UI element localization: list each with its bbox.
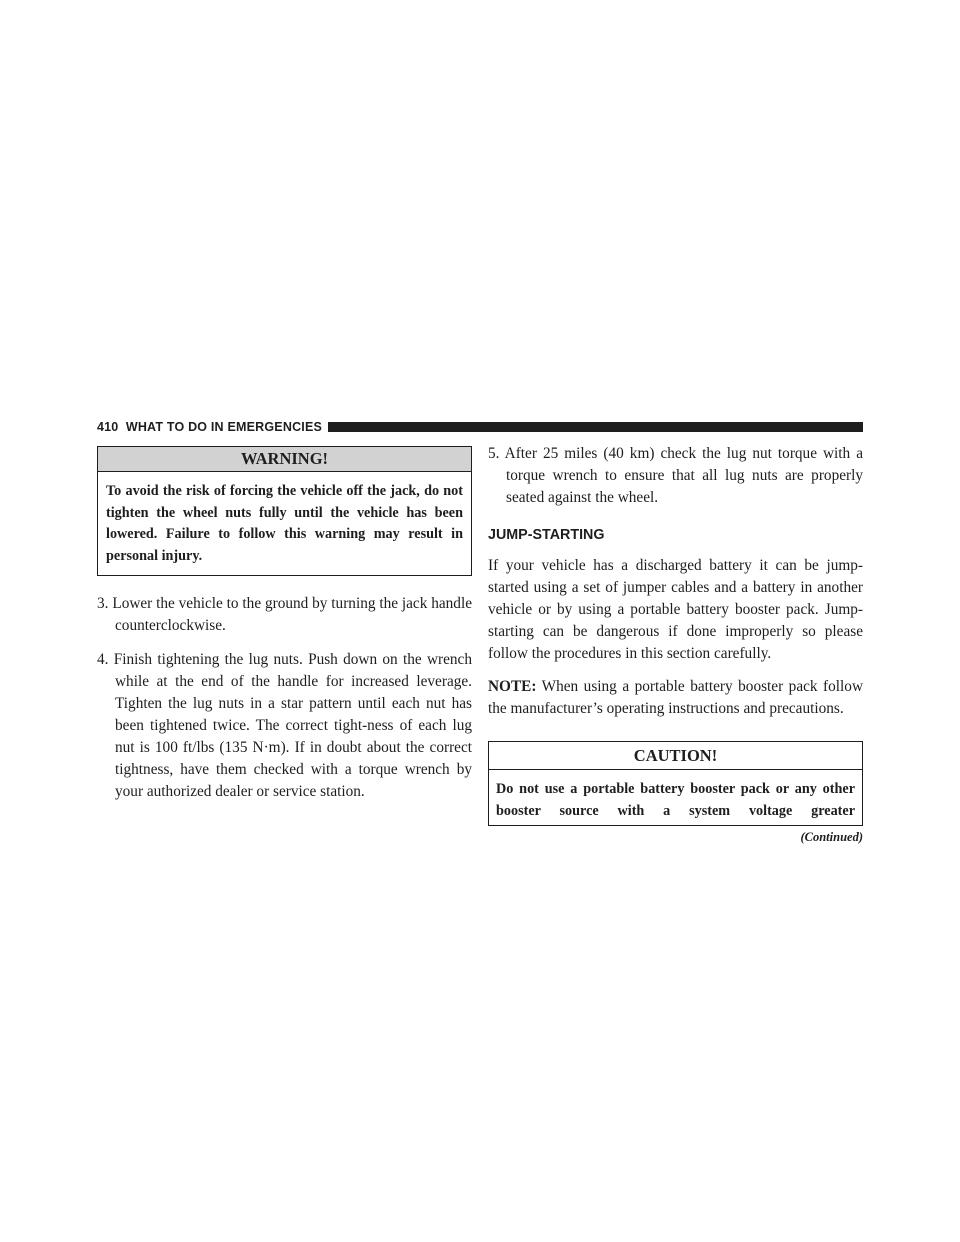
note-paragraph — [488, 676, 863, 720]
step-4 — [97, 649, 472, 803]
note-text: When using a portable battery booster pack follow the manufacturer’s operating instructions and precautions. — [488, 678, 863, 717]
warning-title: WARNING! — [98, 447, 471, 472]
step-4-number: 4. — [97, 651, 109, 668]
caution-box — [488, 741, 863, 826]
step-5-number: 5. — [488, 445, 500, 462]
header-rule — [328, 422, 863, 432]
note-label: NOTE: — [488, 678, 537, 695]
step-3 — [97, 593, 472, 637]
left-column — [97, 446, 472, 803]
step-3-number: 3. — [97, 595, 109, 612]
warning-text: To avoid the risk of forcing the vehicle off the jack, do not tighten the wheel nuts fully until the vehicle has been lowered. Failure to follow this warning may result in personal injury. — [106, 483, 463, 564]
header-text — [97, 419, 322, 435]
step-5 — [488, 443, 863, 509]
caution-title: CAUTION! — [489, 742, 862, 770]
jump-start-paragraph: If your vehicle has a discharged battery it can be jump-started using a set of jumper cables and a battery in another vehicle or by using a portable battery booster pack. Jump-starting can be dangerous if done improperly so please follow the procedures in this section carefully. — [488, 557, 863, 662]
warning-box — [97, 446, 472, 576]
caution-text: Do not use a portable battery booster pack or any other booster source with a system voltage greater — [496, 781, 855, 819]
right-column — [488, 446, 863, 845]
chapter-title: WHAT TO DO IN EMERGENCIES — [125, 420, 323, 434]
step-4-text: Finish tightening the lug nuts. Push down on the wrench while at the end of the handle for increased leverage. Tighten the lug nuts in a star pattern until each nut has been tightened twice. The correct tight-ness of each lug nut is 100 ft/lbs (135 N·m). If in doubt about the correct tightness, have them checked with a torque wrench by your authorized dealer or service station. — [113, 651, 472, 800]
step-3-text: Lower the vehicle to the ground by turning the jack handle counterclockwise. — [112, 595, 472, 634]
continued-label: (Continued) — [800, 830, 863, 844]
page-number: 410 — [97, 420, 119, 434]
step-5-text: After 25 miles (40 km) check the lug nut torque with a torque wrench to ensure that all lug nuts are properly seated against the wheel. — [504, 445, 863, 506]
section-title: JUMP-STARTING — [488, 527, 605, 543]
page-header — [97, 419, 863, 435]
